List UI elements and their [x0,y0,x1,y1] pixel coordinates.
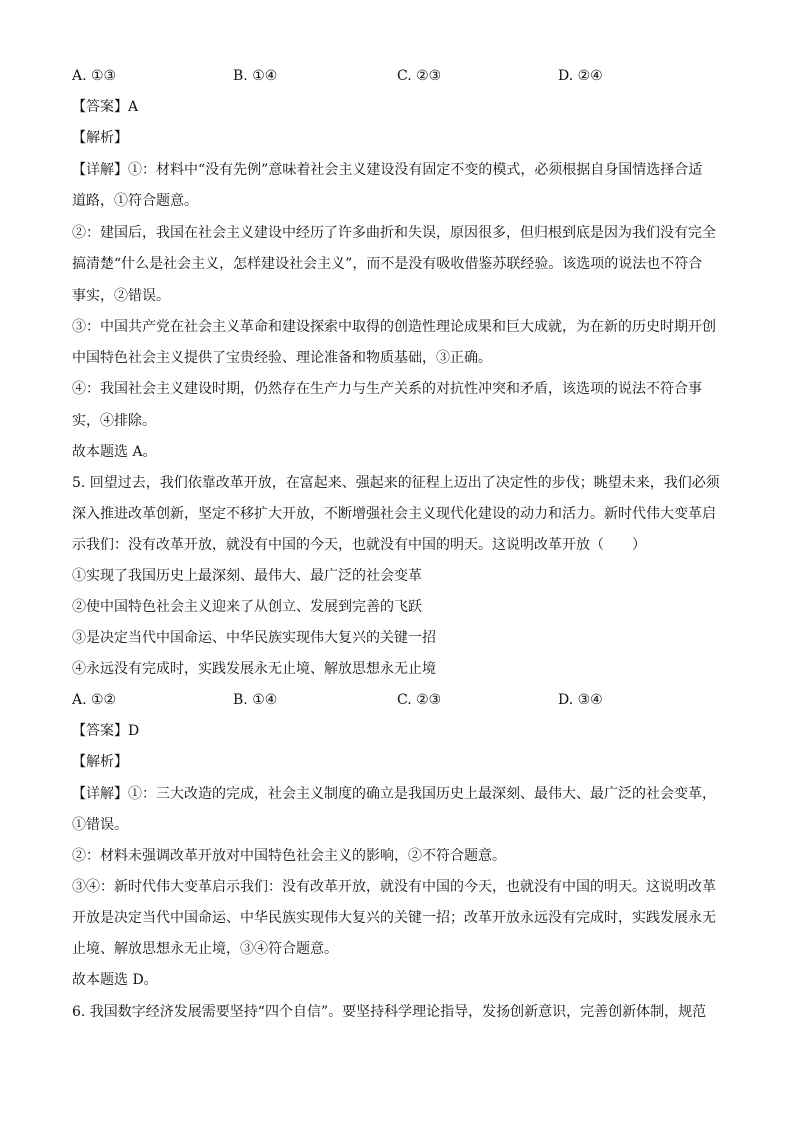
q5-explanation-line: 止境、解放思想永无止境，③④符合题意。 [72,941,338,957]
q5-choice-1: ①实现了我国历史上最深刻、最伟大、最广泛的社会变革 [72,568,422,584]
q5-choice-3: ③是决定当代中国命运、中华民族实现伟大复兴的关键一招 [72,630,436,646]
q5-stem-line: 深入推进改革创新，坚定不移扩大开放，不断增强社会主义现代化建设的动力和活力。新时代伟大变革启 [72,506,716,522]
q5-stem-line: 5. 回望过去，我们依靠改革开放，在富起来、强起来的征程上迈出了决定性的步伐；眺望未来，我们必须 [72,475,720,491]
q5-options [72,690,727,710]
q4-option-b: B. ①④ [233,68,278,84]
q4-explanation-line: 搞清楚“什么是社会主义，怎样建设社会主义”，而不是没有吸收借鉴苏联经验。该选项的说法也不符合 [72,256,703,272]
q6-stem-line: 6. 我国数字经济发展需要坚持“四个自信”。要坚持科学理论指导，发扬创新意识，完善创新体制，规范 [72,1004,707,1020]
q4-answer: 【答案】A [72,99,139,115]
q4-explanation-line: ③：中国共产党在社会主义革命和建设探索中取得的创造性理论成果和巨大成就，为在新的历史时期开创 [72,319,716,335]
q5-explanation-line: 【详解】①：三大改造的完成，社会主义制度的确立是我国历史上最深刻、最伟大、最广泛的社会变革， [72,786,716,802]
q4-explanation-line: 【详解】①：材料中“没有先例”意味着社会主义建设没有固定不变的模式，必须根据自身国情选择合适 [72,162,703,178]
q5-conclusion: 故本题选 D。 [72,972,158,988]
q4-explanation-line: 实，④排除。 [72,413,156,429]
q5-analysis-heading: 【解析】 [72,754,128,770]
q4-explanation-line: 道路，①符合题意。 [72,193,198,209]
q5-explanation-line: ①错误。 [72,817,128,833]
q5-option-d: D. ③④ [558,692,603,708]
q5-choice-2: ②使中国特色社会主义迎来了从创立、发展到完善的飞跃 [72,599,422,615]
q4-explanation-line: 事实，②错误。 [72,288,170,304]
q5-stem-line: 示我们：没有改革开放，就没有中国的今天，也就没有中国的明天。这说明改革开放（ ） [72,537,646,553]
q4-options [72,66,727,86]
q5-explanation-line: ③④：新时代伟大变革启示我们：没有改革开放，就没有中国的今天，也就没有中国的明天。这说明改革 [72,879,716,895]
q4-explanation-line: ②：建国后，我国在社会主义建设中经历了许多曲折和失误，原因很多，但归根到底是因为我们没有完全 [72,225,716,241]
q4-explanation-line: ④：我国社会主义建设时期，仍然存在生产力与生产关系的对抗性冲突和矛盾，该选项的说法不符合事 [72,381,702,397]
q4-option-a: A. ①③ [72,68,117,84]
q5-choice-4: ④永远没有完成时，实践发展永无止境、解放思想永无止境 [72,661,436,677]
q5-option-c: C. ②③ [397,692,442,708]
q5-option-a: A. ①② [72,692,117,708]
q5-explanation-line: 开放是决定当代中国命运、中华民族实现伟大复兴的关键一招；改革开放永远没有完成时，实践发展永无 [72,910,716,926]
q5-answer: 【答案】D [72,723,140,739]
q5-explanation-line: ②：材料未强调改革开放对中国特色社会主义的影响，②不符合题意。 [72,848,506,864]
q4-option-d: D. ②④ [558,68,603,84]
q4-conclusion: 故本题选 A。 [72,444,157,460]
q5-option-b: B. ①④ [233,692,278,708]
q4-option-c: C. ②③ [397,68,442,84]
q4-analysis-heading: 【解析】 [72,130,128,146]
q4-explanation-line: 中国特色社会主义提供了宝贵经验、理论准备和物质基础，③正确。 [72,350,492,366]
